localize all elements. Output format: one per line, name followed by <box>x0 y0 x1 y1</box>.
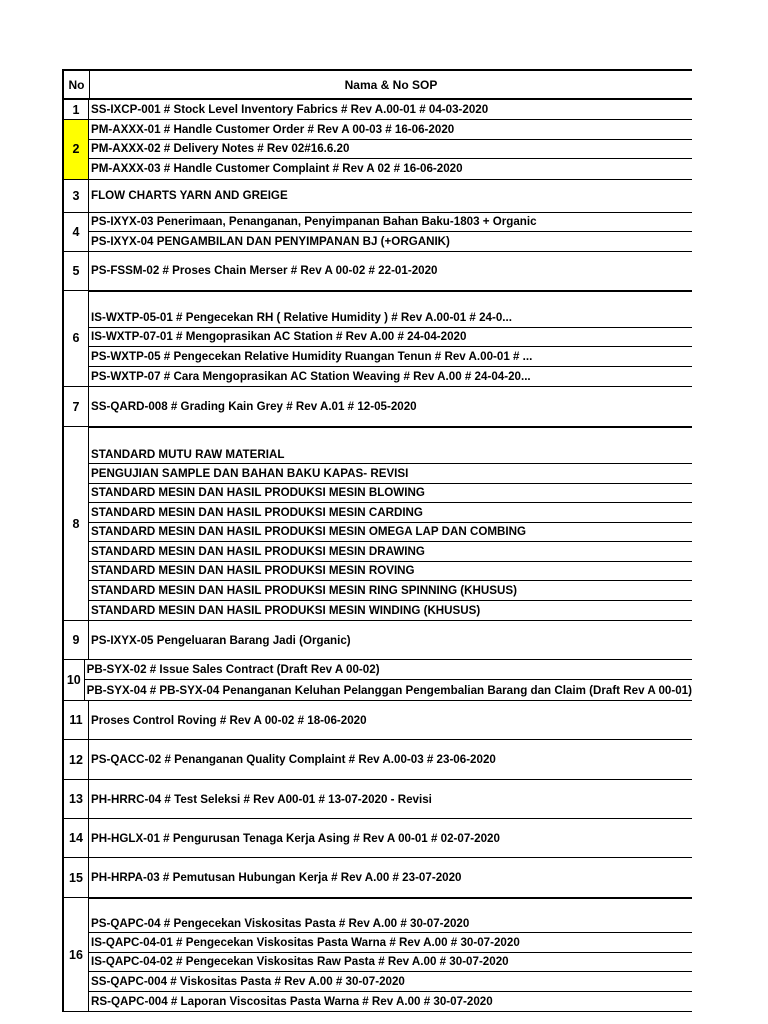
sop-entry: PH-HRRC-04 # Test Seleksi # Rev A00-01 # 13-07-2020 - Revisi <box>91 792 432 806</box>
table-row-group <box>62 252 692 291</box>
row-number: 1 <box>64 100 89 119</box>
header-name: Nama & No SOP <box>344 77 438 92</box>
sop-entry: STANDARD MUTU RAW MATERIAL <box>89 427 692 464</box>
row-number: 16 <box>64 898 89 1011</box>
sop-entry: PS-WXTP-05 # Pengecekan Relative Humidity Ruangan Tenun # Rev A.00-01 # ... <box>89 347 692 367</box>
sop-entry: IS-QAPC-04-02 # Pengecekan Viskositas Raw Pasta # Rev A.00 # 30-07-2020 <box>89 953 692 973</box>
sop-entry: IS-WXTP-07-01 # Mengoprasikan AC Station # Rev A.00 # 24-04-2020 <box>89 328 692 348</box>
sop-entry: PH-HRPA-03 # Pemutusan Hubungan Kerja # Rev A.00 # 23-07-2020 <box>91 871 462 884</box>
sop-entry: PM-AXXX-01 # Handle Customer Order # Rev A 00-03 # 16-06-2020 <box>89 120 692 140</box>
sop-entry: STANDARD MESIN DAN HASIL PRODUKSI MESIN RING SPINNING (KHUSUS) <box>89 581 692 601</box>
row-items <box>89 120 692 179</box>
sop-entry: IS-QAPC-04-01 # Pengecekan Viskositas Pasta Warna # Rev A.00 # 30-07-2020 <box>89 933 692 953</box>
sop-entry: FLOW CHARTS YARN AND GREIGE <box>91 189 288 202</box>
row-items <box>89 898 692 1011</box>
sop-entry: PS-IXYX-05 Pengeluaran Barang Jadi (Organic) <box>91 633 351 647</box>
sop-entry: RS-QAPC-004 # Laporan Viscositas Pasta Warna # Rev A.00 # 30-07-2020 <box>91 994 493 1008</box>
sop-entry: PS-QAPC-04 # Pengecekan Viskositas Pasta # Rev A.00 # 30-07-2020 <box>89 898 692 933</box>
sop-entry: PS-IXYX-03 Penerimaan, Penanganan, Penyimpanan Bahan Baku-1803 + Organic <box>89 213 692 232</box>
row-items <box>89 780 692 818</box>
sop-entry: PENGUJIAN SAMPLE DAN BAHAN BAKU KAPAS- REVISI <box>89 464 692 484</box>
table-row-group <box>62 100 692 120</box>
table-row-group <box>62 898 692 1012</box>
sop-entry: PS-WXTP-07 # Cara Mengoprasikan AC Station Weaving # Rev A.00 # 24-04-20... <box>91 369 531 383</box>
sop-entry: IS-WXTP-05-01 # Pengecekan RH ( Relative Humidity ) # Rev A.00-01 # 24-0... <box>89 291 692 328</box>
table-row-group <box>62 427 692 621</box>
row-items <box>89 740 692 779</box>
sop-entry: PS-QACC-02 # Penanganan Quality Complaint # Rev A.00-03 # 23-06-2020 <box>91 753 496 766</box>
sop-entry: SS-IXCP-001 # Stock Level Inventory Fabrics # Rev A.00-01 # 04-03-2020 <box>91 103 489 116</box>
table-row-group <box>62 780 692 819</box>
row-number: 5 <box>64 252 89 290</box>
sop-entry: PB-SYX-04 # PB-SYX-04 Penanganan Keluhan Pelanggan Pengembalian Barang dan Claim (Draft Rev A 00-01) <box>86 683 692 697</box>
row-number: 8 <box>64 427 89 620</box>
row-number: 6 <box>64 291 89 387</box>
table-row-group <box>62 701 692 740</box>
sop-entry: STANDARD MESIN DAN HASIL PRODUKSI MESIN BLOWING <box>89 484 692 504</box>
row-items <box>89 252 692 290</box>
sop-entry: SS-QAPC-004 # Viskositas Pasta # Rev A.00 # 30-07-2020 <box>89 972 692 992</box>
row-number: 14 <box>64 819 89 857</box>
row-items <box>89 180 692 212</box>
sop-entry: PH-HGLX-01 # Pengurusan Tenaga Kerja Asing # Rev A 00-01 # 02-07-2020 <box>91 831 500 845</box>
sop-entry: PM-AXXX-03 # Handle Customer Complaint # Rev A 02 # 16-06-2020 <box>91 162 463 176</box>
row-number: 12 <box>64 740 89 779</box>
row-items <box>89 858 692 897</box>
row-number: 9 <box>64 621 89 659</box>
row-number: 7 <box>64 387 89 426</box>
table-row-group <box>62 387 692 427</box>
sop-entry: STANDARD MESIN DAN HASIL PRODUKSI MESIN ROVING <box>89 562 692 582</box>
row-items <box>89 819 692 857</box>
table-row-group <box>62 819 692 858</box>
sop-entry: PS-FSSM-02 # Proses Chain Merser # Rev A 00-02 # 22-01-2020 <box>91 264 438 277</box>
table-row-group <box>62 120 692 180</box>
sop-entry: STANDARD MESIN DAN HASIL PRODUKSI MESIN DRAWING <box>89 542 692 562</box>
table-row-group <box>62 858 692 898</box>
row-number: 13 <box>64 780 89 818</box>
table-row-group <box>62 740 692 780</box>
row-number: 3 <box>64 180 89 212</box>
table-header-row <box>62 69 692 100</box>
row-number: 4 <box>64 213 89 251</box>
sop-entry: STANDARD MESIN DAN HASIL PRODUKSI MESIN WINDING (KHUSUS) <box>91 603 481 617</box>
row-number: 10 <box>64 660 85 700</box>
row-number: 15 <box>64 858 89 897</box>
row-items <box>89 701 692 739</box>
header-no: No <box>64 71 90 98</box>
row-items <box>89 427 692 620</box>
row-items <box>89 100 692 119</box>
sop-entry: PB-SYX-02 # Issue Sales Contract (Draft Rev A 00-02) <box>85 660 692 680</box>
row-items <box>89 387 692 426</box>
row-number: 11 <box>64 701 89 739</box>
sop-entry: PS-IXYX-04 PENGAMBILAN DAN PENYIMPANAN BJ (+ORGANIK) <box>91 234 450 248</box>
row-items <box>89 213 692 251</box>
sop-entry: STANDARD MESIN DAN HASIL PRODUKSI MESIN CARDING <box>89 503 692 523</box>
sop-entry: SS-QARD-008 # Grading Kain Grey # Rev A.01 # 12-05-2020 <box>91 400 417 413</box>
table-body <box>62 100 692 1012</box>
table-row-group <box>62 180 692 213</box>
row-number: 2 <box>64 120 89 179</box>
table-row-group <box>62 660 692 701</box>
sop-entry: STANDARD MESIN DAN HASIL PRODUKSI MESIN OMEGA LAP DAN COMBING <box>89 523 692 543</box>
sop-entry: Proses Control Roving # Rev A 00-02 # 18-06-2020 <box>91 713 367 727</box>
row-items <box>89 291 692 387</box>
row-items <box>85 660 692 700</box>
sop-table <box>62 69 692 1012</box>
table-row-group <box>62 213 692 252</box>
table-row-group <box>62 621 692 660</box>
table-row-group <box>62 291 692 388</box>
sop-entry: PM-AXXX-02 # Delivery Notes # Rev 02#16.6.20 <box>89 140 692 160</box>
row-items <box>89 621 692 659</box>
